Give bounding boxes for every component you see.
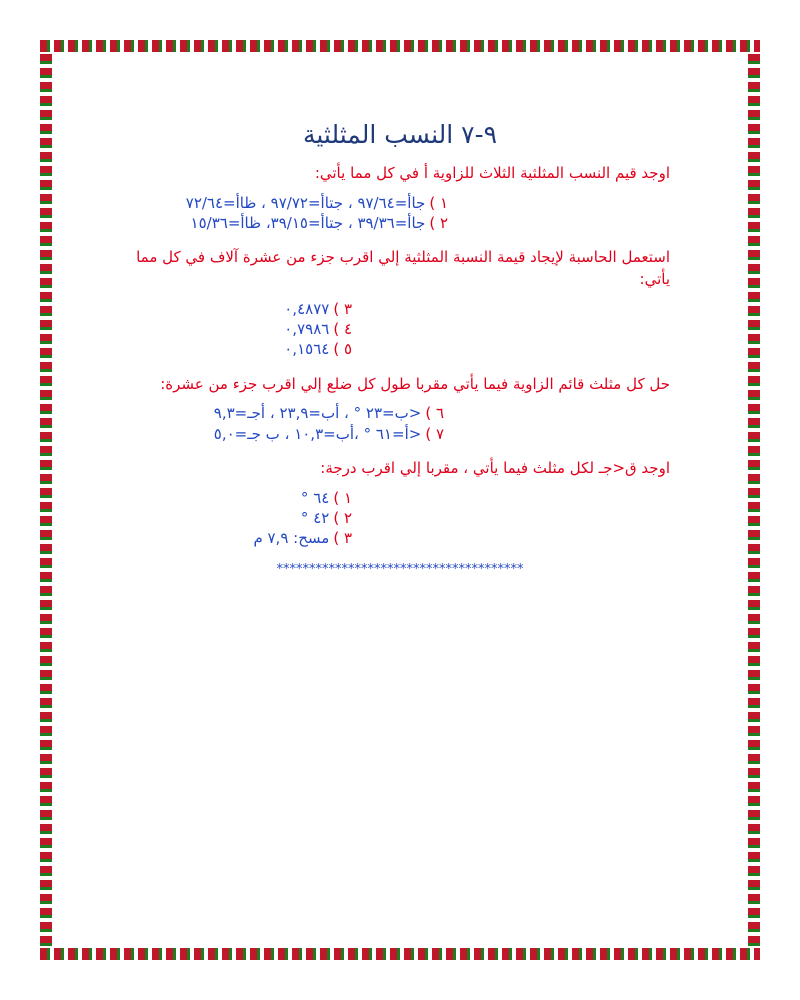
star-separator: ************************************** <box>276 562 524 578</box>
item-number: ٦ ) <box>425 404 444 423</box>
item-number: ٥ ) <box>333 340 352 359</box>
item-number: ١ ) <box>333 488 352 507</box>
answers-4 <box>130 488 670 549</box>
page-title: ٩-٧ النسب المثلثية <box>302 120 498 149</box>
list-item <box>130 299 352 319</box>
item-number: ٣ ) <box>333 529 352 547</box>
list-item <box>130 319 352 339</box>
instruction-1: اوجد قيم النسب المثلثية الثلاث للزاوية أ في كل مما يأتي: <box>314 164 670 182</box>
item-text: ٠,٤٨٧٧ <box>284 299 330 318</box>
item-number: ١ ) <box>429 193 448 212</box>
instruction-2: استعمل الحاسبة لإيجاد قيمة النسبة المثلثية إلي اقرب جزء من عشرة آلاف في كل مما يأتي: <box>136 248 670 288</box>
item-text: مسح: ٧,٩ م <box>253 529 330 547</box>
item-number: ٤ ) <box>333 320 352 338</box>
list-item <box>130 508 352 528</box>
item-text: <أ=٦١ ° ،أب=١٠,٣ ، ب جـ=٥,٠ <box>213 424 422 443</box>
worksheet <box>130 120 670 577</box>
item-text: جاأ=٩٧/٦٤ ، جتاأ=٩٧/٧٢ ، ظاأ=٧٢/٦٤ <box>185 193 426 212</box>
list-item <box>130 213 448 233</box>
item-text: ٠,٧٩٨٦ <box>284 320 330 338</box>
item-number: ٢ ) <box>429 214 448 232</box>
list-item <box>130 339 352 359</box>
item-text: ٦٤ ° <box>300 488 330 507</box>
item-number: ٣ ) <box>333 299 352 318</box>
answers-3 <box>130 403 670 444</box>
item-text: جاأ=٣٩/٣٦ ، جتاأ=٣٩/١٥، ظاأ=١٥/٣٦ <box>190 214 426 232</box>
instruction-3: حل كل مثلث قائم الزاوية فيما يأتي مقربا طول كل ضلع إلي اقرب جزء من عشرة: <box>160 374 670 393</box>
list-item <box>130 528 352 548</box>
list-item <box>130 424 444 444</box>
item-number: ٧ ) <box>425 424 444 443</box>
answers-2 <box>130 299 670 360</box>
item-number: ٢ ) <box>333 508 352 527</box>
list-item <box>130 193 448 213</box>
answers-1 <box>130 193 670 234</box>
item-text: ٤٢ ° <box>300 508 330 527</box>
list-item <box>130 403 444 423</box>
list-item <box>130 488 352 508</box>
item-text: <ب=٢٣ ° ، أب=٢٣,٩ ، أجـ=٩,٣ <box>213 404 422 423</box>
instruction-4: اوجد ق<جـ لكل مثلث فيما يأتي ، مقربا إلي اقرب درجة: <box>320 458 670 477</box>
item-text: ٠,١٥٦٤ <box>284 340 330 359</box>
